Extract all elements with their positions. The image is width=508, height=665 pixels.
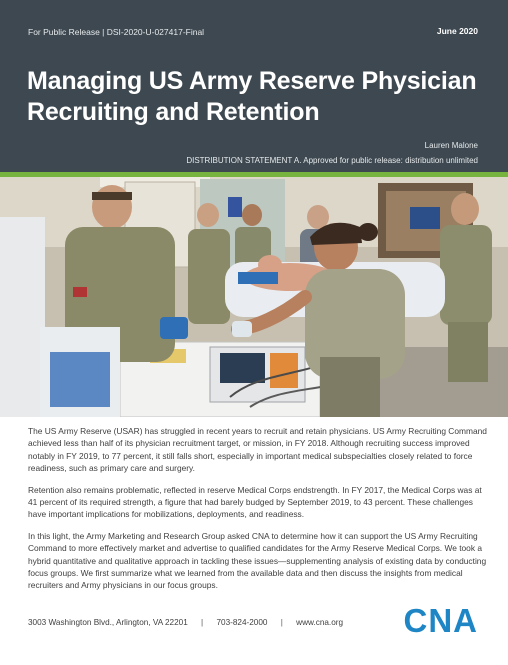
distribution-statement: DISTRIBUTION STATEMENT A. Approved for public release: distribution unlimited	[186, 156, 478, 165]
header-banner	[0, 0, 508, 172]
release-line: For Public Release | DSI-2020-U-027417-Final	[28, 27, 205, 37]
publication-date: June 2020	[436, 26, 478, 36]
footer-address: 3003 Washington Blvd., Arlington, VA 22201	[28, 618, 188, 627]
footer-contact	[28, 618, 343, 627]
cna-logo: CNA	[403, 602, 478, 639]
paragraph-retention: Retention also remains problematic, reflected in reserve Medical Corps endstrength. In FY 2017, the Medical Corps was at 41 percent of its required strength, a figure that had barely budged by September 2019, to 43 percent. These challenges have important implications for mobilizations, deployments, and readiness.	[28, 484, 482, 520]
author-name: Lauren Malone	[424, 141, 478, 150]
footer-website-link[interactable]: www.cna.org	[296, 618, 344, 627]
footer-separator: |	[280, 618, 283, 627]
footer-separator: |	[201, 618, 204, 627]
cover-photo	[0, 177, 508, 417]
paragraph-recruiting: The US Army Reserve (USAR) has struggled in recent years to recruit and retain physicians. US Army Recruiting Command achieved less than half of its physician recruitment target, or mission, in FY 2018. Although recruiting success improved notably in FY 2019, to 77 percent, it still falls short, especially in important medical subspecialties closely related to force readiness, such as primary care and surgery.	[28, 426, 487, 474]
summary-text	[28, 425, 488, 601]
footer-phone: 703-824-2000	[216, 618, 268, 627]
paragraph-approach: In this light, the Army Marketing and Research Group asked CNA to determine how it can support the US Army Recruiting Command to more effectively market and advertise to qualified candidates for the Army Reserve Medical Corps. We took a hybrid quantitative and qualitative approach in tackling these issues—supplementing analysis of existing data by conducting focus groups. We first summarize what we learned from the available data and then discuss the insights from medical recruiters and Army physicians in our focus groups.	[28, 530, 487, 591]
medical-training-photo-illustration	[0, 177, 508, 417]
report-title: Managing US Army Reserve Physician Recruiting and Retention	[27, 67, 477, 126]
